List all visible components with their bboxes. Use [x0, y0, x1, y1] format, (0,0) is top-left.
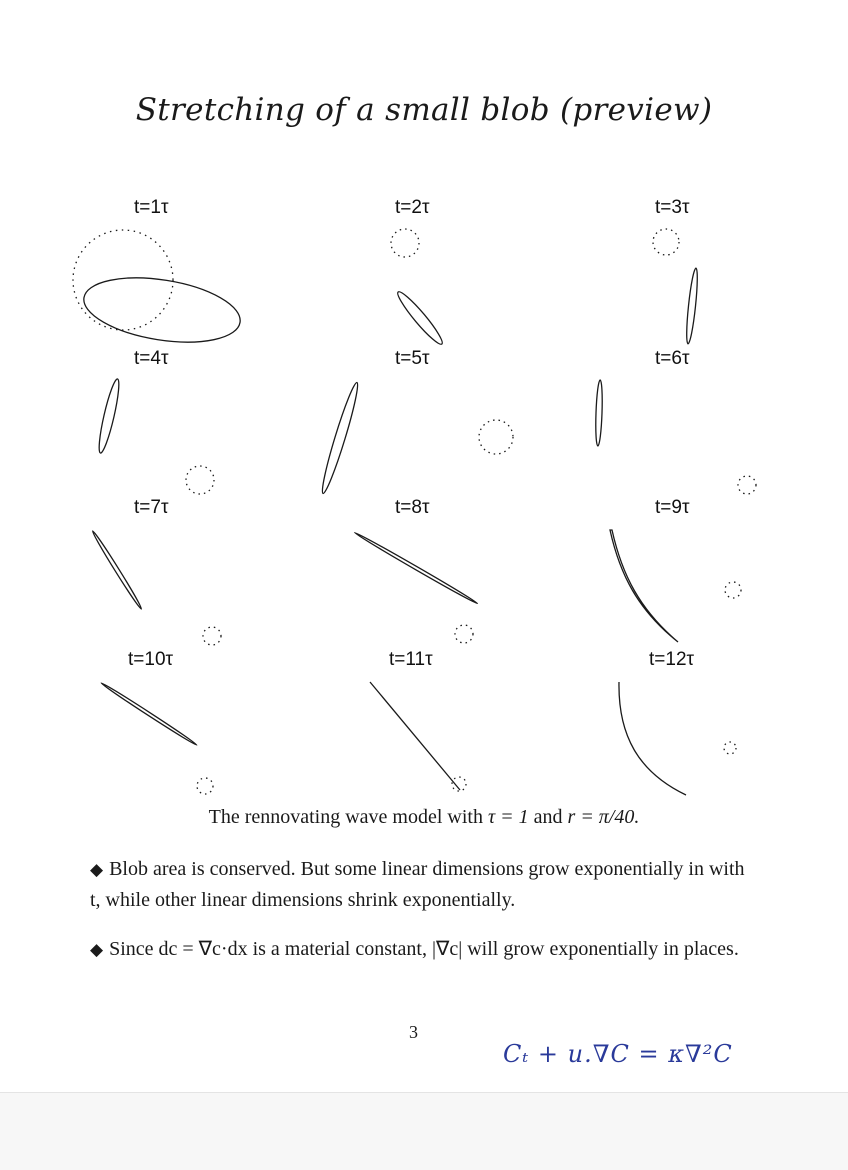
stretched-blob	[96, 378, 123, 454]
diamond-bullet-icon: ◆	[90, 860, 104, 879]
panel-label: t=12τ	[649, 649, 695, 670]
panel-label: t=5τ	[395, 348, 430, 369]
initial-blob-dotted	[738, 476, 756, 494]
stretched-blob	[610, 530, 678, 642]
stretched-blob	[685, 268, 700, 344]
diamond-bullet-icon: ◆	[90, 940, 104, 959]
panel-label: t=3τ	[655, 197, 690, 218]
initial-blob-dotted	[186, 466, 214, 494]
initial-blob-dotted	[455, 625, 473, 643]
handwritten-equation: Cₜ + u.∇C = κ∇²C	[503, 1040, 733, 1068]
stretched-blob	[619, 682, 686, 795]
stretched-blob	[79, 268, 244, 352]
initial-blob-dotted	[653, 229, 679, 255]
stretched-blob	[318, 381, 361, 495]
initial-blob-dotted	[724, 742, 736, 754]
panel-label: t=9τ	[655, 497, 690, 518]
stretched-blob	[394, 288, 446, 347]
initial-blob-dotted	[197, 778, 213, 794]
initial-blob-dotted	[73, 230, 173, 330]
stretched-blob	[354, 531, 479, 605]
panel-label: t=4τ	[134, 348, 169, 369]
bullet-text: Blob area is conserved. But some linear dimensions grow exponentially in with t, while other linear dimensions shrink exponentially.	[90, 858, 745, 911]
initial-blob-dotted	[479, 420, 513, 454]
panel-label: t=8τ	[395, 497, 430, 518]
bullet-paragraph	[90, 934, 750, 965]
stretched-blob	[370, 682, 460, 790]
panel-label: t=1τ	[134, 197, 169, 218]
stretched-blob	[91, 530, 143, 610]
initial-blob-dotted	[391, 229, 419, 257]
initial-blob-dotted	[725, 582, 741, 598]
bullet-paragraph	[90, 854, 750, 915]
caption-prefix: The rennovating wave model with	[208, 806, 488, 828]
panel-label: t=11τ	[389, 649, 433, 670]
bullet-text: Since dc = ∇c·dx is a material constant, |∇c| will grow exponentially in places.	[109, 938, 739, 960]
stretched-blob	[100, 682, 197, 747]
page-number: 3	[409, 1022, 418, 1042]
page-title: Stretching of a small blob (preview)	[135, 92, 713, 128]
panel-label: t=2τ	[395, 197, 430, 218]
panel-label: t=7τ	[134, 497, 169, 518]
caption-tau: τ = 1	[487, 806, 529, 828]
caption-r: r = π/40.	[567, 806, 640, 828]
figure-caption	[0, 806, 848, 829]
stretched-blob	[595, 380, 603, 446]
panel-label: t=10τ	[128, 649, 174, 670]
caption-and: and	[528, 806, 568, 828]
initial-blob-dotted	[203, 627, 221, 645]
panel-label: t=6τ	[655, 348, 690, 369]
